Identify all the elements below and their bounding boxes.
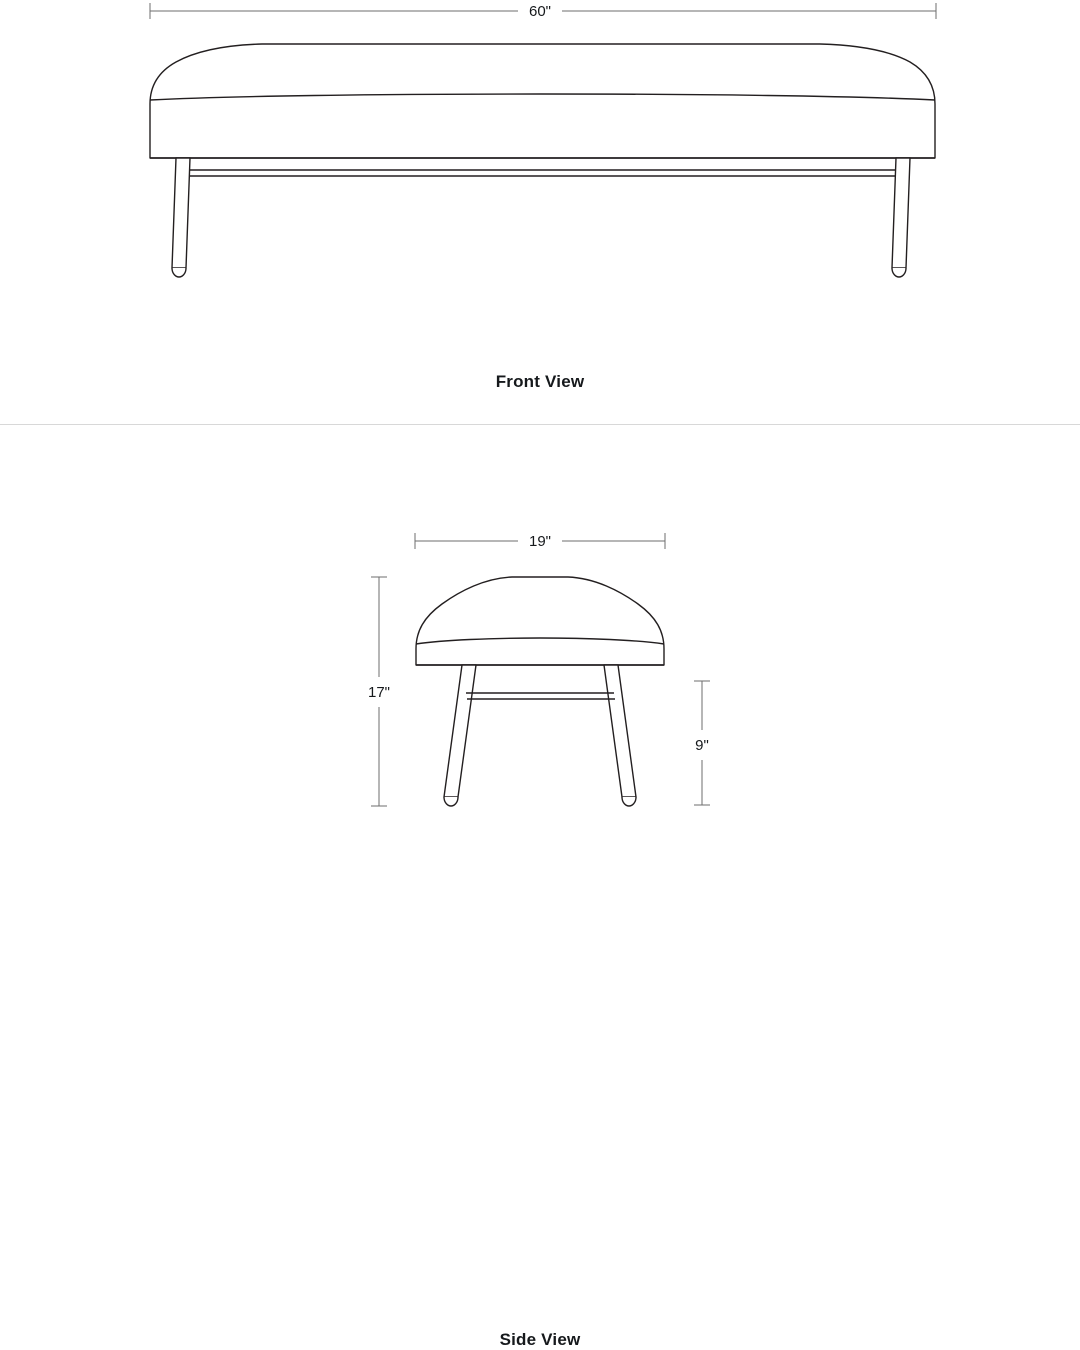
dimension-label-depth: 19" <box>528 533 552 550</box>
bench-front-body <box>150 44 935 158</box>
dimension-label-leg-height: 9" <box>695 737 709 754</box>
front-view-drawing <box>0 0 1080 424</box>
bench-front-leg-right <box>892 158 910 277</box>
side-view-drawing <box>0 425 1080 961</box>
bench-side-leg-front <box>444 665 476 806</box>
dimension-label-width: 60" <box>528 3 552 20</box>
bench-side-body <box>416 577 664 665</box>
dimension-label-height: 17" <box>367 684 391 701</box>
bench-side-stretcher <box>466 693 615 699</box>
front-view-panel <box>0 0 1080 424</box>
side-view-panel <box>0 425 1080 1349</box>
bench-front-leg-left <box>172 158 190 277</box>
front-view-caption: Front View <box>495 372 585 391</box>
side-view-caption: Side View <box>499 1330 581 1349</box>
bench-side-leg-back <box>604 665 636 806</box>
bench-front-rail <box>176 170 910 176</box>
